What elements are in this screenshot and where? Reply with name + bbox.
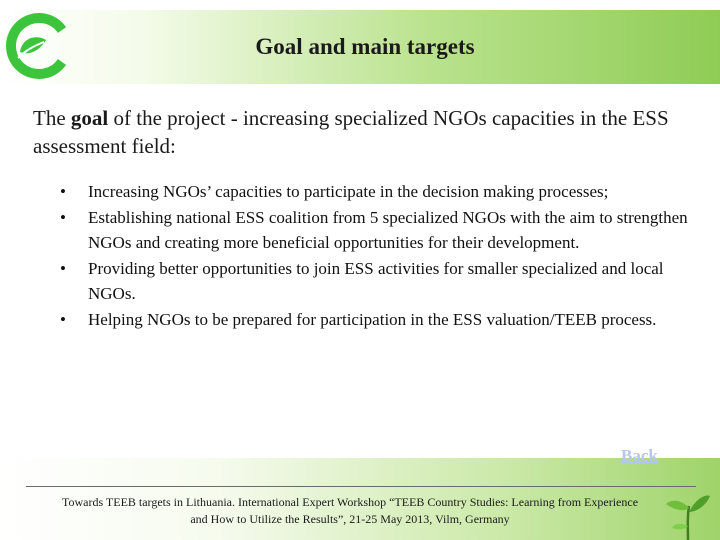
- list-item-text: Establishing national ESS coalition from 5 specialized NGOs with the aim to strengthen NGOs and creating more beneficial opportunities for their development.: [88, 208, 688, 252]
- intro-prefix: The: [33, 106, 71, 130]
- target-list: [58, 180, 698, 334]
- back-link[interactable]: Back: [621, 446, 658, 465]
- footer-line-1: Towards TEEB targets in Lithuania. International Expert Workshop “TEEB Country Studies: Learning from Experience: [61, 495, 639, 509]
- bullet-icon: •: [60, 208, 66, 228]
- list-item: [58, 206, 698, 255]
- page-title: Goal and main targets: [255, 34, 475, 59]
- list-item: [58, 257, 698, 306]
- leaf-c-logo-icon: [0, 10, 72, 82]
- bullet-icon: •: [60, 259, 66, 279]
- intro-rest: of the project - increasing specialized NGOs capacities in the ESS assessment field:: [33, 106, 669, 158]
- bullet-icon: •: [60, 310, 66, 330]
- footer-line-2: and How to Utilize the Results”, 21-25 May 2013, Vilm, Germany: [190, 512, 510, 526]
- sprout-icon: [662, 488, 712, 540]
- intro-paragraph: [33, 104, 693, 160]
- footer-divider: [26, 486, 696, 487]
- list-item-text: Helping NGOs to be prepared for participation in the ESS valuation/TEEB process.: [88, 310, 657, 330]
- bullet-icon: •: [60, 182, 66, 201]
- list-item: [58, 308, 698, 332]
- list-item-text: Increasing NGOs’ capacities to participate in the decision making processes;: [88, 182, 609, 201]
- intro-goal-word: goal: [70, 106, 109, 130]
- list-item-text: Providing better opportunities to join ESS activities for smaller specialized and local NGOs.: [88, 259, 664, 303]
- list-item: [58, 180, 698, 204]
- footer-caption: [40, 494, 660, 528]
